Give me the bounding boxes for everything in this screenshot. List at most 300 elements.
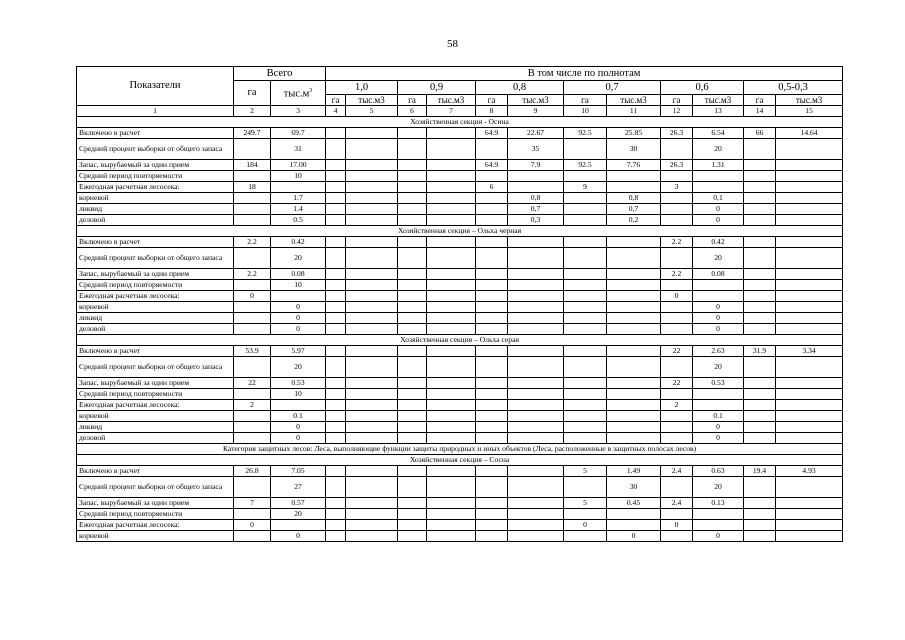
table-cell (693, 520, 744, 531)
row-label: корневой (77, 193, 234, 204)
header-total-vol: $тыс.м^3$ (271, 81, 326, 106)
table-cell (326, 400, 346, 411)
table-cell (508, 357, 564, 378)
table-cell (744, 378, 776, 389)
table-cell (744, 193, 776, 204)
table-cell: 9 (564, 182, 607, 193)
table-cell (398, 160, 427, 171)
table-cell (508, 466, 564, 477)
section-header-row (77, 335, 843, 346)
table-cell (564, 291, 607, 302)
table-cell: 64.9 (476, 128, 508, 139)
table-cell: 17.00 (271, 160, 326, 171)
table-cell (776, 237, 843, 248)
table-cell (427, 400, 476, 411)
table-cell (346, 182, 398, 193)
table-row (77, 520, 843, 531)
table-cell: 0 (693, 531, 744, 542)
table-cell (398, 433, 427, 444)
table-cell: 0.63 (693, 466, 744, 477)
table-cell (744, 389, 776, 400)
table-cell (476, 422, 508, 433)
section-header-row (77, 455, 843, 466)
table-cell (476, 237, 508, 248)
table-cell (776, 324, 843, 335)
table-cell: 0.1 (693, 411, 744, 422)
table-cell (744, 509, 776, 520)
table-cell (476, 313, 508, 324)
table-cell (744, 324, 776, 335)
table-cell (693, 509, 744, 520)
table-cell (326, 204, 346, 215)
table-cell (607, 520, 661, 531)
table-cell (508, 498, 564, 509)
table-cell: 92.5 (564, 128, 607, 139)
table-cell (564, 139, 607, 160)
table-cell (776, 422, 843, 433)
table-cell: 0 (271, 324, 326, 335)
table-cell (661, 215, 693, 226)
row-label: Ежегодная расчетная лесосека: (77, 182, 234, 193)
header-incl-density: В том числе по полнотам (326, 67, 843, 81)
section-header-row (77, 226, 843, 237)
table-cell (476, 477, 508, 498)
table-cell: 2.2 (661, 237, 693, 248)
table-cell (661, 411, 693, 422)
table-cell (607, 411, 661, 422)
table-cell (744, 357, 776, 378)
table-cell (508, 520, 564, 531)
table-cell: 0 (693, 215, 744, 226)
table-cell: 0.57 (271, 498, 326, 509)
table-row (77, 324, 843, 335)
table-cell (508, 411, 564, 422)
table-cell (661, 389, 693, 400)
table-cell (346, 160, 398, 171)
table-row (77, 139, 843, 160)
table-cell: 22.67 (508, 128, 564, 139)
table-cell (693, 400, 744, 411)
header-unit-vol: тыс.м3 (607, 95, 661, 106)
table-cell (398, 193, 427, 204)
table-cell: 30 (607, 139, 661, 160)
table-cell (661, 139, 693, 160)
table-cell (398, 215, 427, 226)
table-cell: 5 (564, 498, 607, 509)
column-number: 4 (326, 106, 346, 117)
table-cell (271, 182, 326, 193)
table-cell: 0 (271, 313, 326, 324)
table-row (77, 411, 843, 422)
table-cell: 6.54 (693, 128, 744, 139)
column-number: 10 (564, 106, 607, 117)
table-cell (744, 269, 776, 280)
column-number: 14 (744, 106, 776, 117)
table-cell (346, 269, 398, 280)
table-cell (476, 520, 508, 531)
table-cell (234, 204, 271, 215)
table-cell: 0.1 (271, 411, 326, 422)
table-cell (564, 248, 607, 269)
table-cell (346, 422, 398, 433)
table-row (77, 291, 843, 302)
table-cell: 3 (661, 182, 693, 193)
table-cell: 2 (234, 400, 271, 411)
table-cell: 20 (693, 477, 744, 498)
table-cell (476, 302, 508, 313)
table-row (77, 182, 843, 193)
table-cell (427, 302, 476, 313)
row-label: Ежегодная расчетная лесосека: (77, 520, 234, 531)
header-unit-vol: тыс.м3 (508, 95, 564, 106)
table-cell (744, 433, 776, 444)
table-cell (398, 520, 427, 531)
table-cell (346, 313, 398, 324)
table-cell (326, 182, 346, 193)
table-cell (607, 237, 661, 248)
table-cell (776, 204, 843, 215)
table-cell (346, 302, 398, 313)
table-cell (476, 498, 508, 509)
table-cell: 19.4 (744, 466, 776, 477)
table-cell (427, 248, 476, 269)
table-cell (607, 509, 661, 520)
table-cell (744, 531, 776, 542)
table-cell (234, 477, 271, 498)
table-cell (398, 237, 427, 248)
table-cell (661, 477, 693, 498)
table-cell (508, 433, 564, 444)
header-unit-ga: га (661, 95, 693, 106)
table-cell (427, 160, 476, 171)
table-cell: 0 (234, 520, 271, 531)
table-cell (346, 248, 398, 269)
header-total: Всего (234, 67, 326, 81)
table-cell: 0 (271, 531, 326, 542)
row-label: Средний период повторяемости (77, 280, 234, 291)
table-cell (398, 313, 427, 324)
table-cell (564, 531, 607, 542)
table-cell (607, 171, 661, 182)
table-cell (607, 346, 661, 357)
table-cell: 3.34 (776, 346, 843, 357)
column-number: 5 (346, 106, 398, 117)
row-label: Ежегодная расчетная лесосека: (77, 400, 234, 411)
column-number: 15 (776, 106, 843, 117)
table-cell (476, 357, 508, 378)
table-cell (744, 313, 776, 324)
table-cell (326, 346, 346, 357)
table-cell (427, 215, 476, 226)
table-cell: 0 (693, 433, 744, 444)
table-cell (234, 357, 271, 378)
table-row (77, 193, 843, 204)
table-cell: 1.49 (607, 466, 661, 477)
table-cell (744, 291, 776, 302)
table-cell (508, 346, 564, 357)
table-cell (346, 204, 398, 215)
table-cell (346, 128, 398, 139)
table-cell (476, 248, 508, 269)
table-cell (564, 400, 607, 411)
table-cell (744, 498, 776, 509)
table-cell: 66 (744, 128, 776, 139)
table-cell: 0 (693, 302, 744, 313)
table-cell (326, 389, 346, 400)
table-cell (398, 291, 427, 302)
table-cell (693, 389, 744, 400)
table-cell (564, 509, 607, 520)
table-cell (326, 313, 346, 324)
table-cell (508, 531, 564, 542)
table-cell (398, 411, 427, 422)
table-cell: 0 (661, 291, 693, 302)
table-cell (476, 324, 508, 335)
table-cell (476, 139, 508, 160)
table-cell: 0 (693, 313, 744, 324)
section-title: Категория защитных лесов: Леса, выполняющие функции защиты природных и иных объектов (Леса, расположенные в защитных полосах лесов) (77, 444, 843, 455)
table-cell (661, 509, 693, 520)
table-cell (607, 269, 661, 280)
table-body (77, 117, 843, 542)
column-number: 1 (77, 106, 234, 117)
table-cell (398, 400, 427, 411)
table-row (77, 171, 843, 182)
table-cell (776, 433, 843, 444)
table-cell: 2.2 (234, 237, 271, 248)
table-row (77, 128, 843, 139)
table-row (77, 204, 843, 215)
table-cell (776, 280, 843, 291)
table-cell (693, 171, 744, 182)
table-cell (326, 477, 346, 498)
table-cell: 1.31 (693, 160, 744, 171)
table-cell (398, 280, 427, 291)
table-cell (476, 509, 508, 520)
row-label: деловой (77, 433, 234, 444)
row-label: ликвид (77, 313, 234, 324)
table-cell (776, 477, 843, 498)
table-cell (476, 269, 508, 280)
table-cell: 0,8 (508, 193, 564, 204)
table-cell (326, 378, 346, 389)
table-cell (398, 269, 427, 280)
table-cell (744, 248, 776, 269)
table-cell (508, 269, 564, 280)
table-cell (564, 411, 607, 422)
table-cell: 30 (607, 477, 661, 498)
table-row (77, 509, 843, 520)
table-cell (346, 520, 398, 531)
table-cell (661, 171, 693, 182)
forest-data-table (76, 66, 843, 542)
table-cell (271, 291, 326, 302)
table-cell (564, 215, 607, 226)
table-cell (508, 182, 564, 193)
table-cell (427, 509, 476, 520)
table-cell (427, 378, 476, 389)
table-cell (398, 248, 427, 269)
table-cell (508, 313, 564, 324)
table-row (77, 313, 843, 324)
header-density-4: 0,7 (564, 81, 661, 95)
table-cell: 20 (693, 357, 744, 378)
table-cell (661, 531, 693, 542)
table-cell (427, 466, 476, 477)
table-cell: 5 (564, 466, 607, 477)
table-cell: 0.42 (693, 237, 744, 248)
table-cell (776, 509, 843, 520)
column-number: 7 (427, 106, 476, 117)
table-cell (398, 531, 427, 542)
column-number: 11 (607, 106, 661, 117)
section-title: Хозяйственная секция – Ольха черная (77, 226, 843, 237)
table-cell (564, 237, 607, 248)
row-label: Средний период повторяемости (77, 389, 234, 400)
table-cell (508, 400, 564, 411)
row-label: Запас, вырубаемый за один прием (77, 498, 234, 509)
table-cell: 4.93 (776, 466, 843, 477)
table-cell: 0 (271, 422, 326, 433)
column-number: 8 (476, 106, 508, 117)
table-cell (607, 400, 661, 411)
table-cell (346, 531, 398, 542)
table-cell (564, 171, 607, 182)
table-cell (346, 378, 398, 389)
table-cell (776, 193, 843, 204)
table-cell (346, 171, 398, 182)
row-label: деловой (77, 215, 234, 226)
table-cell (346, 498, 398, 509)
table-cell (661, 280, 693, 291)
section-title: Хозяйственная секция – Сосна (77, 455, 843, 466)
table-cell (508, 248, 564, 269)
table-cell: 2.4 (661, 498, 693, 509)
table-cell (564, 269, 607, 280)
table-cell (427, 269, 476, 280)
table-cell (508, 280, 564, 291)
table-row (77, 269, 843, 280)
table-cell: 1.7 (271, 193, 326, 204)
table-cell (744, 139, 776, 160)
header-column-numbers-row (77, 106, 843, 117)
table-cell (776, 498, 843, 509)
table-cell (427, 411, 476, 422)
table-cell (234, 433, 271, 444)
table-cell (661, 357, 693, 378)
table-cell: 0.5 (271, 215, 326, 226)
table-row (77, 248, 843, 269)
row-label: Запас, вырубаемый за один прием (77, 378, 234, 389)
table-cell (476, 291, 508, 302)
table-cell: 2.2 (234, 269, 271, 280)
table-cell (744, 477, 776, 498)
table-cell (427, 280, 476, 291)
table-cell (776, 248, 843, 269)
table-cell (508, 291, 564, 302)
table-cell (427, 193, 476, 204)
row-label: Средний период повторяемости (77, 171, 234, 182)
table-cell (234, 411, 271, 422)
table-cell: 0 (693, 204, 744, 215)
row-label: Ежегодная расчетная лесосека: (77, 291, 234, 302)
table-cell (476, 433, 508, 444)
table-row (77, 357, 843, 378)
table-cell (508, 302, 564, 313)
table-row (77, 160, 843, 171)
table-row (77, 477, 843, 498)
table-cell (776, 520, 843, 531)
table-cell (398, 204, 427, 215)
table-cell (776, 215, 843, 226)
table-cell: 184 (234, 160, 271, 171)
table-cell (661, 313, 693, 324)
table-cell (476, 389, 508, 400)
row-label: корневой (77, 411, 234, 422)
table-cell (234, 313, 271, 324)
table-cell (508, 171, 564, 182)
table-cell (661, 248, 693, 269)
header-density-6: 0,5-0,3 (744, 81, 843, 95)
table-cell: 0 (693, 422, 744, 433)
table-cell (398, 171, 427, 182)
table-cell: 26.3 (661, 160, 693, 171)
header-total-ga: га (234, 81, 271, 106)
table-cell (398, 498, 427, 509)
header-unit-ga: га (476, 95, 508, 106)
table-cell (326, 171, 346, 182)
row-label: Средний процент выборки от общего запаса (77, 248, 234, 269)
table-cell (776, 357, 843, 378)
table-cell (607, 291, 661, 302)
table-cell: 0,8 (607, 193, 661, 204)
table-cell (234, 215, 271, 226)
table-cell (564, 422, 607, 433)
table-cell (427, 128, 476, 139)
table-cell (427, 204, 476, 215)
table-cell (398, 139, 427, 160)
header-density-5: 0,6 (661, 81, 744, 95)
table-cell (346, 411, 398, 422)
table-cell (427, 324, 476, 335)
table-cell (427, 313, 476, 324)
table-cell (271, 520, 326, 531)
header-unit-vol: тыс.м3 (693, 95, 744, 106)
table-cell: 26.8 (234, 466, 271, 477)
table-cell (326, 160, 346, 171)
table-cell: 7.9 (508, 160, 564, 171)
table-cell (693, 291, 744, 302)
table-cell (234, 422, 271, 433)
table-cell (346, 400, 398, 411)
table-cell (476, 215, 508, 226)
table-cell (398, 477, 427, 498)
table-cell: 10 (271, 389, 326, 400)
table-cell (427, 291, 476, 302)
table-cell (744, 237, 776, 248)
table-row (77, 389, 843, 400)
table-cell: 0.42 (271, 237, 326, 248)
table-cell (234, 139, 271, 160)
table-cell (693, 182, 744, 193)
table-cell (607, 324, 661, 335)
table-cell (271, 400, 326, 411)
table-cell (564, 433, 607, 444)
table-cell (607, 389, 661, 400)
table-cell (326, 411, 346, 422)
page-number: 58 (447, 38, 458, 50)
table-cell (427, 422, 476, 433)
